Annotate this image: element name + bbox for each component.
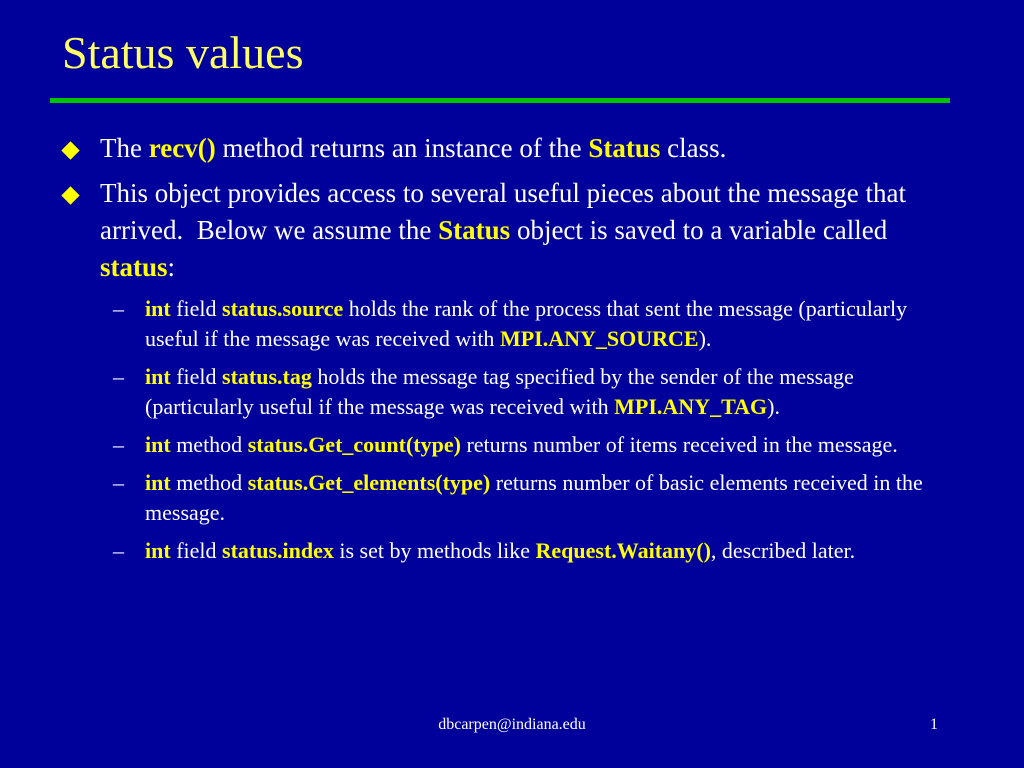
subbullet-item	[60, 430, 940, 460]
subbullet-text: method	[170, 470, 248, 495]
subbullet-item	[60, 468, 940, 528]
keyword-any-tag: MPI.ANY_TAG	[614, 394, 768, 419]
subbullet-text: field	[170, 296, 223, 321]
slide-content	[60, 130, 960, 574]
subbullet-text: returns number of basic elements received in the message.	[145, 470, 923, 525]
footer-email: dbcarpen@indiana.edu	[438, 716, 586, 733]
subbullet-text: , described later.	[710, 538, 856, 563]
subbullet-text: method	[170, 432, 248, 457]
subbullet-text: holds the message tag specified by the sender of the message (particularly useful if the message was received with	[145, 364, 854, 419]
dash-bullet: –	[113, 296, 124, 321]
keyword-status-class: Status	[588, 133, 661, 163]
bullet-text: The	[100, 133, 149, 163]
bullet-text: method returns an instance of the	[215, 133, 589, 163]
page-number: 1	[930, 716, 938, 733]
keyword-int: int	[145, 296, 171, 321]
bullet-text: This object provides access to several useful pieces about the message that arrived. Below we assume the	[100, 178, 906, 245]
keyword-status-tag: status.tag	[222, 364, 312, 389]
bullet-item	[60, 175, 960, 286]
keyword-status-variable: status	[100, 252, 168, 282]
subbullet-item	[60, 362, 940, 422]
dash-bullet: –	[113, 538, 124, 563]
dash-bullet: –	[113, 432, 124, 457]
diamond-bullet-icon	[61, 141, 79, 159]
dash-bullet: –	[113, 470, 124, 495]
subbullet-text: holds the rank of the process that sent the message (particularly useful if the message was received with	[145, 296, 908, 351]
keyword-any-source: MPI.ANY_SOURCE	[499, 326, 699, 351]
slide-title: Status values	[62, 27, 304, 78]
keyword-status-source: status.source	[222, 296, 344, 321]
subbullet-text: ).	[767, 394, 780, 419]
keyword-recv: recv()	[148, 133, 216, 163]
dash-bullet: –	[113, 364, 124, 389]
bullet-item	[60, 130, 960, 167]
subbullet-text: field	[170, 538, 223, 563]
keyword-int: int	[145, 538, 171, 563]
keyword-int: int	[145, 364, 171, 389]
bullet-text: object is saved to a variable called	[510, 215, 888, 245]
subbullet-text: is set by methods like	[333, 538, 536, 563]
subbullet-item	[60, 536, 940, 566]
keyword-int: int	[145, 432, 171, 457]
subbullet-text: returns number of items received in the message.	[460, 432, 898, 457]
keyword-get-elements: status.Get_elements(type)	[247, 470, 491, 495]
keyword-int: int	[145, 470, 171, 495]
keyword-waitany: Request.Waitany()	[535, 538, 711, 563]
keyword-status-class: Status	[438, 215, 511, 245]
subbullet-item	[60, 294, 940, 354]
subbullet-text: ).	[698, 326, 712, 351]
title-divider	[50, 98, 950, 103]
bullet-text: class.	[660, 133, 727, 163]
keyword-status-index: status.index	[222, 538, 334, 563]
subbullet-text: field	[170, 364, 223, 389]
keyword-get-count: status.Get_count(type)	[247, 432, 461, 457]
bullet-text: :	[167, 252, 176, 282]
diamond-bullet-icon	[61, 186, 79, 204]
